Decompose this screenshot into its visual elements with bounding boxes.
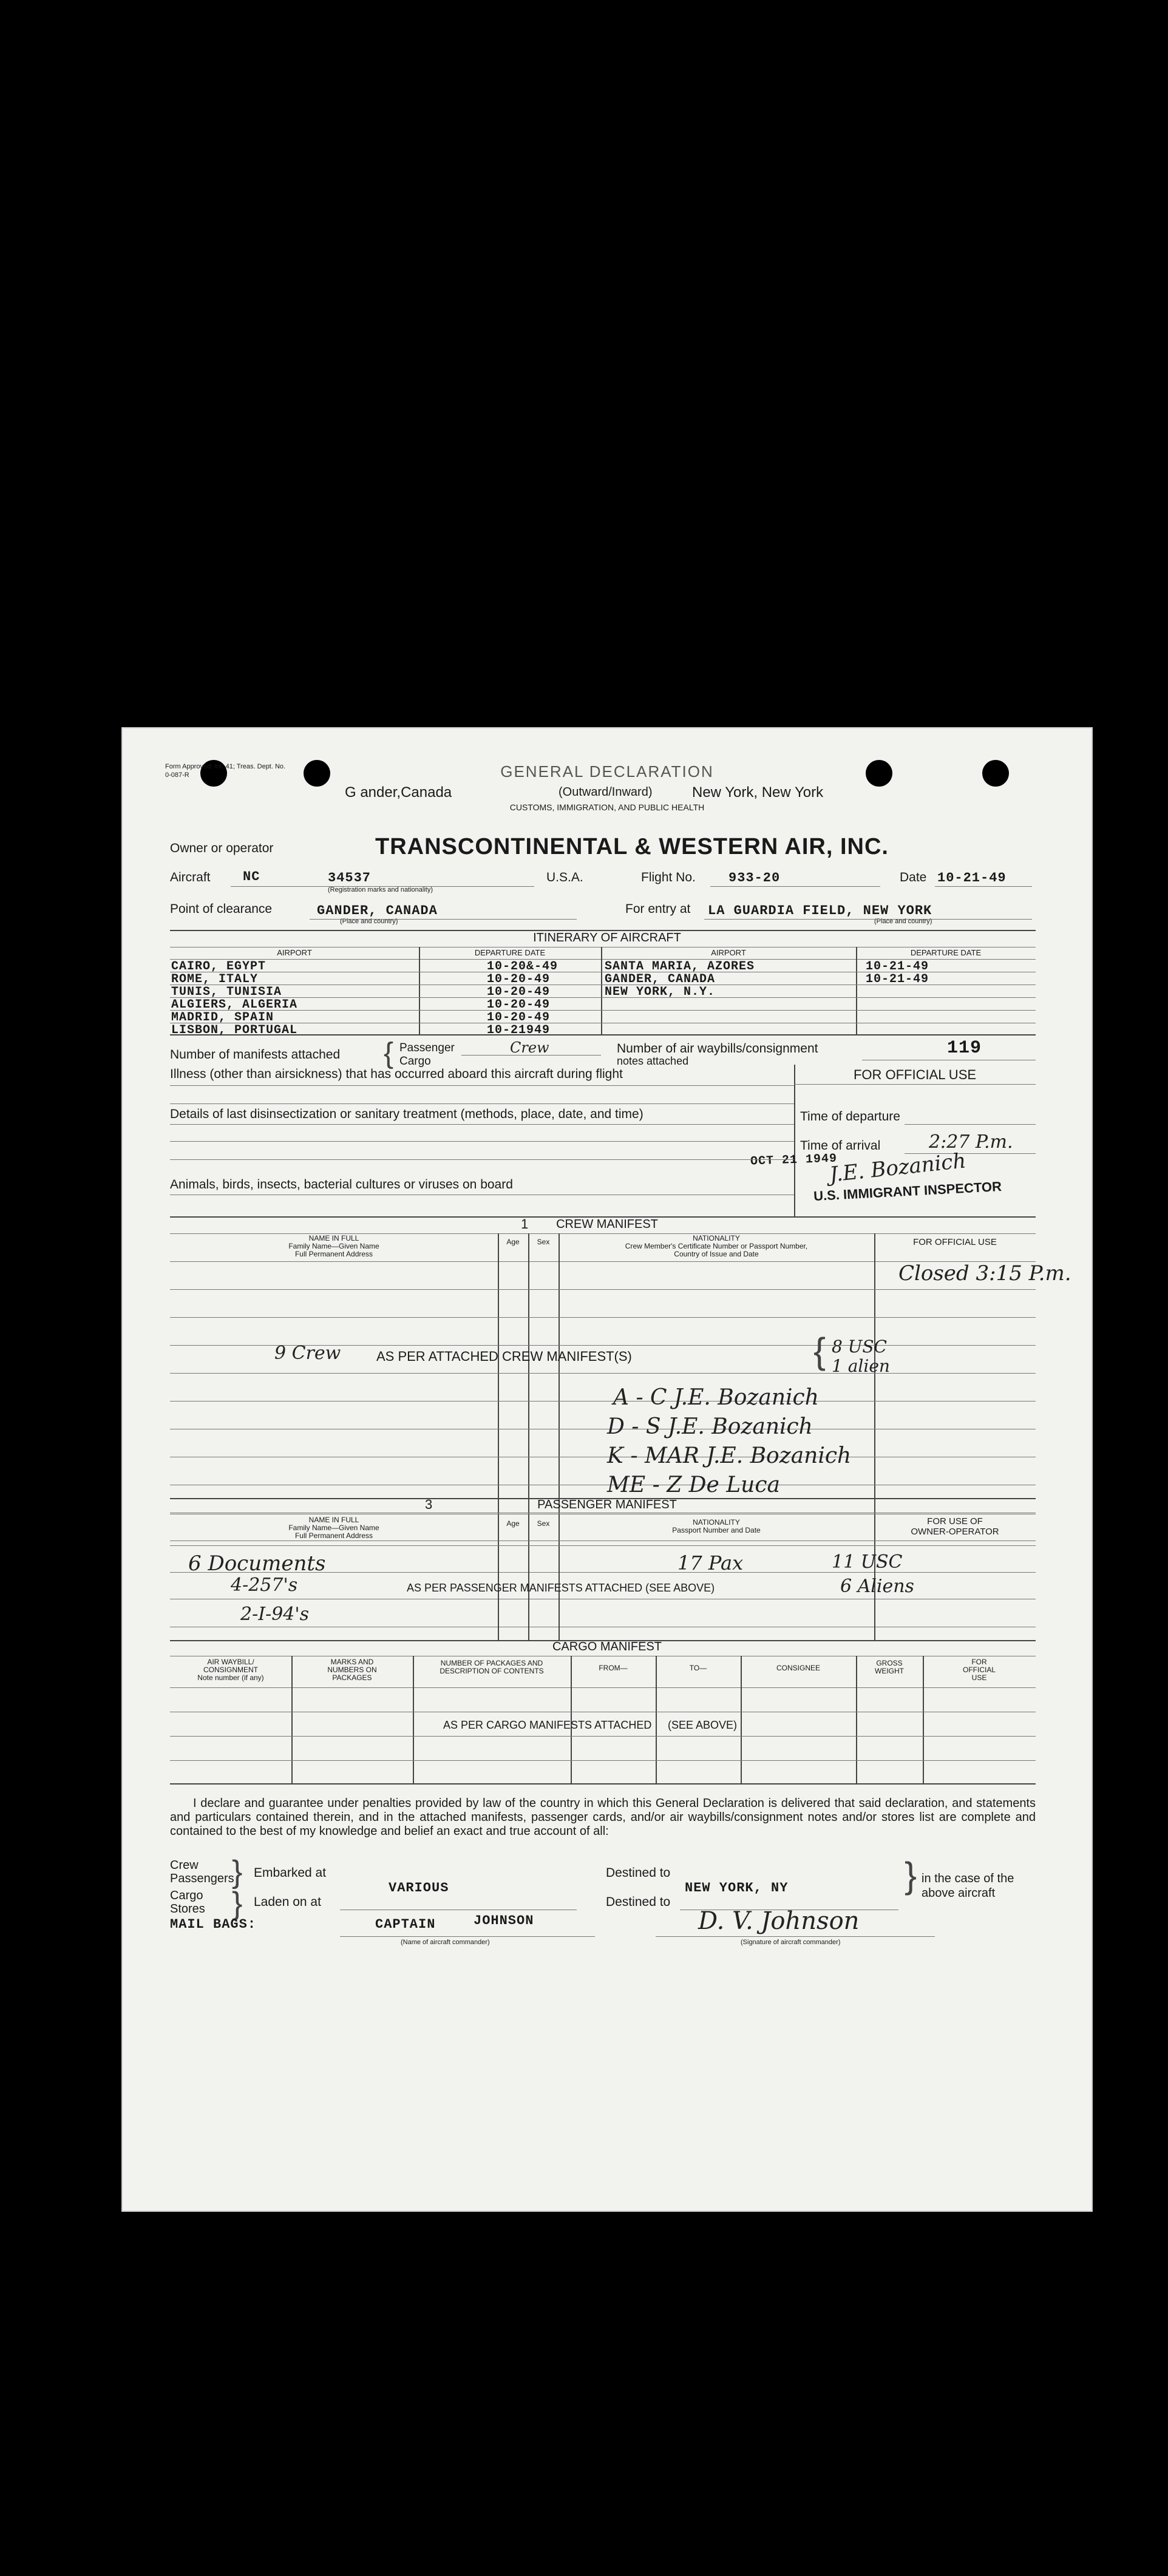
itinerary-date: 10-20&-49 [487, 960, 559, 974]
punch-hole [982, 760, 1009, 787]
footer-destined-label: Destined to [606, 1866, 671, 1880]
cargo-col-from: FROM— [599, 1664, 628, 1672]
origin: G ander,Canada [345, 784, 452, 801]
manifest-crew: Crew [510, 1039, 549, 1056]
crew-col-name: NAME IN FULL Family Name—Given Name Full Permanent Address [288, 1234, 379, 1258]
direction: (Outward/Inward) [559, 785, 653, 799]
crew-signature-line: ME - Z De Luca [607, 1473, 780, 1497]
destination: New York, New York [692, 784, 824, 801]
passenger-documents: 6 Documents [188, 1551, 326, 1576]
crew-count: 9 Crew [274, 1343, 341, 1364]
cargo-col-waybill: AIR WAYBILL/ CONSIGNMENT Note number (if any) [197, 1658, 264, 1682]
passenger-doc-ref: 2-I-94's [240, 1604, 310, 1625]
form-subtitle: CUSTOMS, IMMIGRATION, AND PUBLIC HEALTH [509, 802, 705, 812]
itinerary-date: 10-20-49 [487, 985, 551, 999]
crew-signature-line: K - MAR J.E. Bozanich [607, 1443, 852, 1468]
aircraft-number: 34537 [328, 870, 372, 886]
official-use-heading: FOR OFFICIAL USE [853, 1067, 977, 1082]
owner-label: Owner or operator [170, 841, 274, 855]
footer-crew: Crew [170, 1859, 199, 1872]
passenger-manifest-number: 3 [425, 1497, 433, 1512]
aircraft-caption: (Registration marks and nationality) [328, 886, 433, 893]
crew-tally-usc: 8 USC [832, 1337, 887, 1357]
cargo-col-consignee: CONSIGNEE [776, 1664, 820, 1672]
crew-col-sex: Sex [537, 1238, 550, 1246]
declaration-text: I declare and guarantee under penalties provided by law of the country in which this General Declaration is delivered that said declaration, and statements and particulars contained therein, and in the attached manifests, passenger cards, and/or air waybills/consignment notes and/or stores list are complete and contained to the best of my knowledge and belief an exact and true account of all: [170, 1797, 1036, 1838]
passenger-col-sex: Sex [537, 1519, 550, 1528]
footer-embarked-value: VARIOUS [389, 1880, 449, 1896]
departure-time-label: Time of departure [800, 1110, 900, 1124]
passenger-alien-count: 6 Aliens [840, 1576, 914, 1597]
passenger-col-nationality: NATIONALITY Passport Number and Date [672, 1518, 761, 1534]
itinerary-date: 10-20-49 [487, 1011, 551, 1025]
itinerary-airport: SANTA MARIA, AZORES [605, 960, 755, 974]
itinerary-date: 10-21-49 [866, 972, 929, 986]
footer-passengers: Passengers [170, 1872, 234, 1885]
inspector-title: U.S. IMMIGRANT INSPECTOR [813, 1178, 1002, 1204]
date-value: 10-21-49 [937, 870, 1007, 886]
captain-name: JOHNSON [474, 1913, 534, 1928]
waybills-sub: notes attached [617, 1055, 689, 1067]
arrival-time-label: Time of arrival [800, 1139, 881, 1153]
itinerary-header: DEPARTURE DATE [474, 948, 546, 957]
general-declaration-form: Form Approved: Int. 41; Treas. Dept. No. 0-087-R GENERAL DECLARATION G ander,Canada (Outward/Inward) New York, New York CUSTOMS, IMMIGRATION, AND PUBLIC HEALTH Owner or operator TRANSCONTINENTAL & WESTERN AIR, INC. Aircraft NC 34537 (Registration marks and nationality) U.S.A. Flight No. 933-20 Date 10-21-49 Point of clearance GANDER, CANADA (Place and country) For entry at LA GUARDIA FIELD, NEW YORK (Place and country) ITINERARY OF AIRCRAFT AIRPORT DEPARTURE DATE AIRPORT DEPARTURE DATE CAIRO, EGYPT 10-20&-49 ROME, ITALY 10-20-49 TUNIS, TUNISIA 10-20-49 ALGIERS, ALGERIA 10-20-49 MADRID, SPAIN 10-20-49 LISBON, PORTUGAL 10-21949 SANTA MARIA, AZORES 10-21-49 GANDER, CANADA 10-21-49 NEW YORK, N.Y. Number of manifests attached { Passenger Cargo Crew Number of air waybills/consignment notes attached 119 Illness (other than airsickness) that has occurred aboard this aircraft during flight FOR OFFICIAL USE Details of last disinsectization or sanitary treatment (methods, place, date, and time) Time of departure Time of arrival 2:27 P.m. OCT 21 1949 Animals, birds, insects, bacterial cultures or viruses on board J.E. Bozanich U.S. IMMIGRANT INSPECTOR 1 CREW MANIFEST NAME IN FULL Family Name—Given Name Full Permanent Address Age Sex NATIONALITY Crew Member's Certificate Number or Passport Number, Country of Issue and Date FOR OFFICIAL USE Closed 3:15 P.m. 9 Crew AS PER ATTACHED CREW MANIFEST(S) { 8 USC 1 alien A - C J.E. Bozanich D - S J.E. Bozanich K - MAR J.E. Bozanich ME - Z De Luca 3 PASSENGER MANIFEST NAME IN FULL Family Name—Given Name Full Permanent Address Age Sex NATIONALITY Passport Number and Date FOR USE OF OWNER-OPERATOR 6 Documents 4-257's 2-I-94's 17 Pax 11 USC 6 Aliens AS PER PASSENGER MANIFESTS ATTACHED (SEE ABOVE) CARGO MANIFEST AIR WAYBILL/ CONSIGNMENT Note number (if any) MARKS AND NUMBERS ON PACKAGES NUMBER OF PACKAGES AND DESCRIPTION OF CONTENTS FROM— TO— CONSIGNEE GROSS WEIGHT FOR OFFICIAL USE AS PER CARGO MANIFESTS ATTACHED (SEE ABOVE) I declare and guarantee under penalties provided by law of the country in which this General Declaration is delivered that said declaration, and statements and particulars contained therein, and in the attached manifests, passenger cards, and/or air waybills/consignment notes and/or stores list are complete and contained to the best of my knowledge and belief an exact and true account of all: Crew Passengers Cargo Stores } } Embarked at Laden on at VARIOUS Destined to NEW YORK, NY Destined to } in the case of the above aircraft MAIL BAGS: CAPTAIN JOHNSON (Name of aircraft commander) D. V. Johnson (Signature of aircraft commander) [121, 727, 1093, 2212]
itinerary-date: 10-20-49 [487, 998, 551, 1012]
flight-label: Flight No. [641, 870, 696, 884]
manifests-label: Number of manifests attached [170, 1048, 341, 1062]
itinerary-header: AIRPORT [711, 948, 746, 957]
cargo-attached-note: AS PER CARGO MANIFESTS ATTACHED [443, 1719, 652, 1731]
itinerary-date: 10-20-49 [487, 972, 551, 986]
cargo-col-packages: NUMBER OF PACKAGES AND DESCRIPTION OF CONTENTS [440, 1659, 544, 1675]
captain-label: CAPTAIN [375, 1917, 436, 1932]
clearance-caption: (Place and country) [340, 918, 398, 925]
itinerary-airport: ALGIERS, ALGERIA [171, 998, 298, 1012]
entry-label: For entry at [625, 902, 691, 916]
cargo-col-marks: MARKS AND NUMBERS ON PACKAGES [327, 1658, 377, 1682]
footer-destined-value: NEW YORK, NY [685, 1880, 789, 1896]
crew-attached-note: AS PER ATTACHED CREW MANIFEST(S) [376, 1349, 632, 1364]
crew-col-nationality: NATIONALITY Crew Member's Certificate Number or Passport Number, Country of Issue and Date [625, 1234, 808, 1258]
passenger-count: 17 Pax [677, 1551, 744, 1574]
footer-cargo: Cargo [170, 1889, 203, 1902]
itinerary-airport: TUNIS, TUNISIA [171, 985, 282, 999]
passenger-attached-note: AS PER PASSENGER MANIFESTS ATTACHED (SEE ABOVE) [407, 1582, 715, 1594]
waybills-count: 119 [947, 1038, 982, 1059]
form-title: GENERAL DECLARATION [500, 762, 714, 781]
crew-col-age: Age [506, 1238, 520, 1246]
cargo-col-official: FOR OFFICIAL USE [962, 1658, 996, 1682]
footer-destined-label: Destined to [606, 1895, 671, 1909]
form-reference: Form Approved: Int. 41; Treas. Dept. No. 0-087-R [165, 763, 286, 779]
cargo-see-above: (SEE ABOVE) [668, 1719, 738, 1731]
itinerary-airport: MADRID, SPAIN [171, 1011, 274, 1025]
itinerary-header: AIRPORT [277, 948, 312, 957]
date-label: Date [900, 870, 927, 884]
passenger-manifest-title: PASSENGER MANIFEST [537, 1498, 677, 1511]
passenger-col-name: NAME IN FULL Family Name—Given Name Full Permanent Address [288, 1516, 379, 1540]
itinerary-airport: GANDER, CANADA [605, 972, 716, 986]
captain-signature: D. V. Johnson [698, 1907, 860, 1935]
nationality: U.S.A. [546, 870, 583, 884]
passenger-label: Passenger [399, 1042, 455, 1054]
arrival-time: 2:27 P.m. [929, 1131, 1013, 1153]
waybills-label: Number of air waybills/consignment [617, 1042, 818, 1056]
aircraft-label: Aircraft [170, 870, 211, 884]
passenger-col-owner: FOR USE OF OWNER-OPERATOR [911, 1516, 999, 1537]
itinerary-title: ITINERARY OF AIRCRAFT [533, 931, 681, 944]
cargo-col-weight: GROSS WEIGHT [875, 1659, 904, 1675]
cargo-manifest-title: CARGO MANIFEST [552, 1640, 662, 1653]
operator-name: TRANSCONTINENTAL & WESTERN AIR, INC. [375, 834, 889, 859]
punch-hole [304, 760, 330, 787]
punch-hole [866, 760, 892, 787]
clearance-label: Point of clearance [170, 902, 273, 916]
captain-caption: (Name of aircraft commander) [401, 1939, 490, 1946]
itinerary-airport: NEW YORK, N.Y. [605, 985, 716, 999]
passenger-usc-count: 11 USC [832, 1551, 903, 1573]
footer-above-aircraft: above aircraft [922, 1886, 996, 1900]
itinerary-airport: LISBON, PORTUGAL [171, 1023, 298, 1037]
clearance-value: GANDER, CANADA [317, 903, 438, 918]
crew-manifest-title: CREW MANIFEST [556, 1218, 658, 1231]
itinerary-airport: ROME, ITALY [171, 972, 259, 986]
illness-label: Illness (other than airsickness) that has occurred aboard this aircraft during flight [170, 1067, 623, 1081]
itinerary-header: DEPARTURE DATE [910, 948, 982, 957]
flight-number: 933-20 [728, 870, 781, 886]
crew-signature-line: A - C J.E. Bozanich [613, 1385, 819, 1410]
crew-col-official: FOR OFFICIAL USE [913, 1237, 997, 1247]
animals-label: Animals, birds, insects, bacterial cultures or viruses on board [170, 1178, 513, 1191]
passenger-doc-ref: 4-257's [231, 1574, 298, 1596]
footer-embarked-label: Embarked at [254, 1866, 327, 1880]
footer-stores: Stores [170, 1902, 205, 1916]
inspector-signature: J.E. Bozanich [828, 1148, 968, 1187]
footer-in-case: in the case of the [922, 1872, 1014, 1885]
entry-value: LA GUARDIA FIELD, NEW YORK [708, 903, 932, 918]
cargo-label: Cargo [399, 1055, 431, 1068]
cargo-col-to: TO— [689, 1664, 707, 1672]
stamp-date: OCT 21 1949 [750, 1151, 838, 1169]
crew-closed-note: Closed 3:15 P.m. [898, 1261, 1071, 1286]
disinsection-label: Details of last disinsectization or sanitary treatment (methods, place, date, and time) [170, 1107, 643, 1121]
passenger-col-age: Age [506, 1519, 520, 1528]
aircraft-prefix: NC [243, 869, 260, 884]
entry-caption: (Place and country) [874, 918, 932, 925]
footer-laden-label: Laden on at [254, 1895, 321, 1909]
crew-manifest-number: 1 [521, 1216, 529, 1232]
mail-bags: MAIL BAGS: [170, 1917, 257, 1932]
crew-tally-alien: 1 alien [832, 1356, 890, 1376]
itinerary-date: 10-21949 [487, 1023, 551, 1037]
itinerary-airport: CAIRO, EGYPT [171, 960, 267, 974]
itinerary-date: 10-21-49 [866, 960, 929, 974]
signature-caption: (Signature of aircraft commander) [741, 1939, 841, 1946]
crew-signature-line: D - S J.E. Bozanich [607, 1414, 813, 1439]
